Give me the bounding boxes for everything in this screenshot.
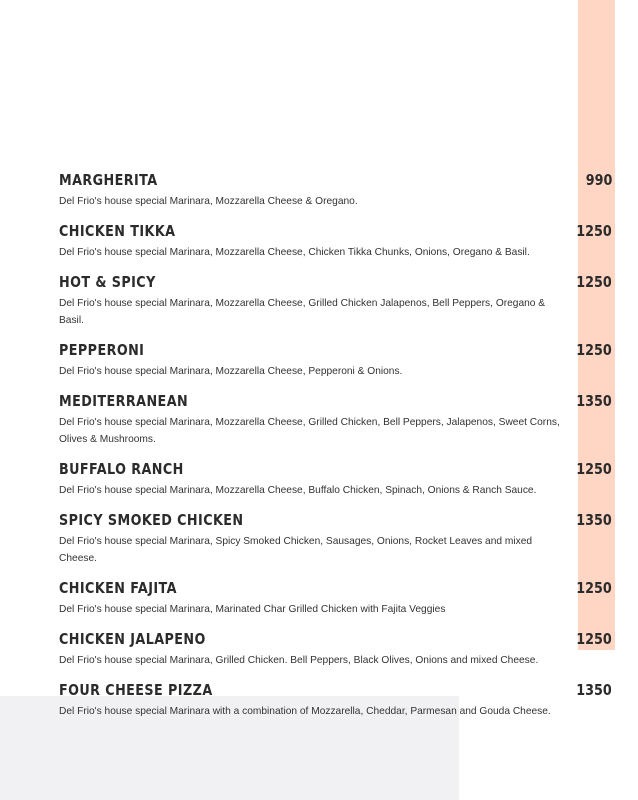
- item-name: HOT & SPICY: [59, 273, 156, 291]
- item-name: MEDITERRANEAN: [59, 392, 189, 410]
- item-price: 1250: [576, 341, 612, 359]
- item-price: 1250: [576, 460, 612, 478]
- item-description: Del Frio's house special Marinara, Spicy Smoked Chicken, Sausages, Onions, Rocket Leaves and mixed Cheese.: [59, 536, 533, 564]
- item-name: SPICY SMOKED CHICKEN: [59, 511, 244, 529]
- item-price: 990: [585, 171, 612, 189]
- item-price: 1250: [576, 630, 612, 648]
- item-price: 1350: [576, 681, 612, 699]
- menu-item: [59, 630, 614, 669]
- menu-item: [59, 392, 614, 448]
- item-name: MARGHERITA: [59, 171, 158, 189]
- item-description: Del Frio's house special Marinara with a combination of Mozzarella, Cheddar, Parmesan and Gouda Cheese.: [59, 706, 551, 717]
- item-description: Del Frio's house special Marinara, Mozzarella Cheese, Buffalo Chicken, Spinach, Onions & Ranch Sauce.: [59, 485, 537, 496]
- item-description: Del Frio's house special Marinara, Mozzarella Cheese, Chicken Tikka Chunks, Onions, Oregano & Basil.: [59, 247, 530, 258]
- item-name: BUFFALO RANCH: [59, 460, 184, 478]
- item-description: Del Frio's house special Marinara, Marinated Char Grilled Chicken with Fajita Veggies: [59, 604, 446, 615]
- menu-item: [59, 171, 614, 210]
- item-price: 1250: [576, 222, 612, 240]
- menu-item: [59, 460, 614, 499]
- item-price: 1350: [576, 511, 612, 529]
- menu-item: [59, 222, 614, 261]
- item-price: 1350: [576, 392, 612, 410]
- menu-item: [59, 511, 614, 567]
- item-price: 1250: [576, 579, 612, 597]
- pizza-menu-list: [59, 171, 614, 720]
- item-name: CHICKEN JALAPENO: [59, 630, 206, 648]
- item-description: Del Frio's house special Marinara, Mozzarella Cheese, Pepperoni & Onions.: [59, 366, 403, 377]
- item-price: 1250: [576, 273, 612, 291]
- menu-item: [59, 273, 614, 329]
- menu-item: [59, 579, 614, 618]
- item-name: PEPPERONI: [59, 341, 145, 359]
- item-description: Del Frio's house special Marinara, Mozzarella Cheese, Grilled Chicken Jalapenos, Bell Peppers, Oregano & Basil.: [59, 298, 546, 326]
- menu-item: [59, 681, 614, 720]
- item-name: CHICKEN TIKKA: [59, 222, 176, 240]
- item-name: CHICKEN FAJITA: [59, 579, 177, 597]
- item-name: FOUR CHEESE PIZZA: [59, 681, 213, 699]
- item-description: Del Frio's house special Marinara, Grilled Chicken. Bell Peppers, Black Olives, Onions and mixed Cheese.: [59, 655, 539, 666]
- item-description: Del Frio's house special Marinara, Mozzarella Cheese & Oregano.: [59, 196, 358, 207]
- menu-item: [59, 341, 614, 380]
- item-description: Del Frio's house special Marinara, Mozzarella Cheese, Grilled Chicken, Bell Peppers, Jalapenos, Sweet Corns, Olives & Mushrooms.: [59, 417, 560, 445]
